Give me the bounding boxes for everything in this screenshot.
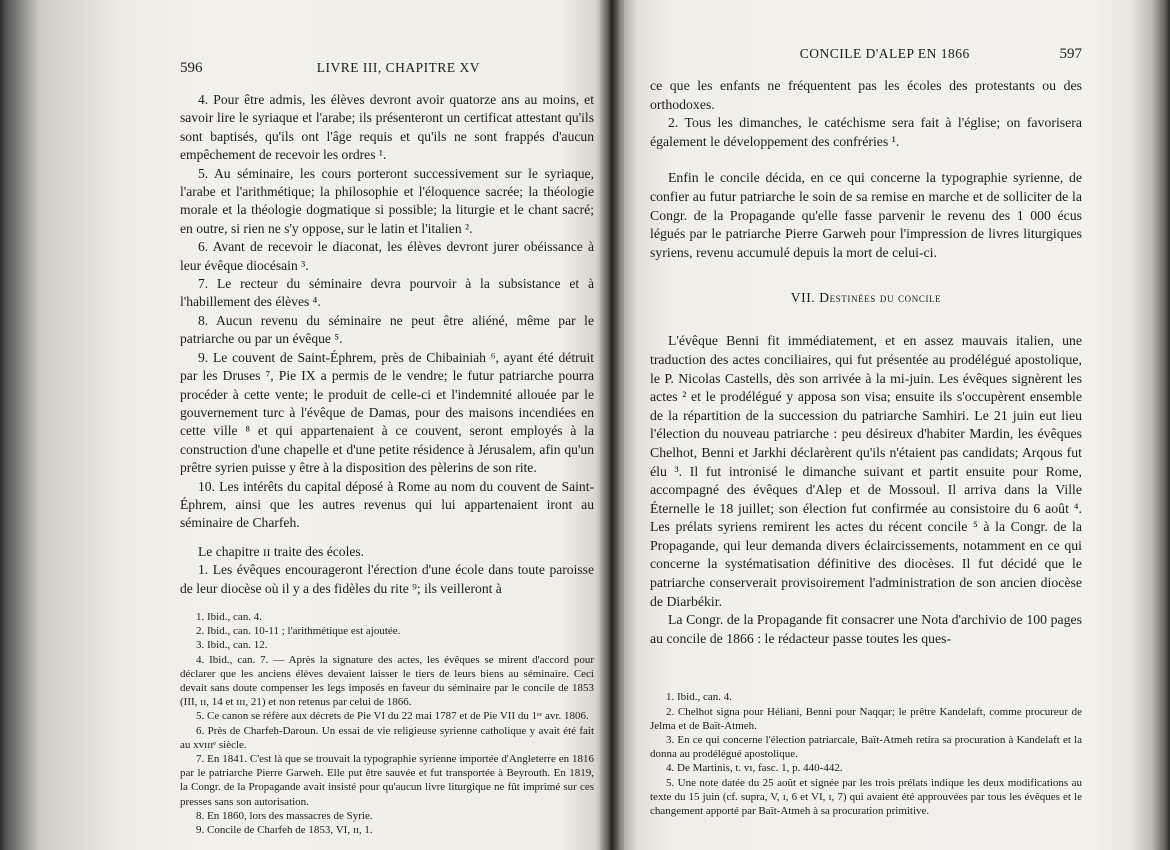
paragraph: La Congr. de la Propagande fit consacrer une Nota d'archivio de 100 pages au concile de 1866 : le rédacteur passe toutes les ques-: [650, 612, 1082, 646]
paragraph: 2. Tous les dimanches, le catéchisme sera fait à l'église; on favorisera également le développement des confréries ¹.: [650, 115, 1082, 149]
right-body-text: [650, 77, 1082, 648]
page-number: 596: [180, 60, 203, 76]
footnote: 6. Près de Charfeh-Daroun. Un essai de vie religieuse syrienne catholique y avait été fait au xᴠɪɪɪᵉ siècle.: [180, 724, 594, 751]
footnote: 7. En 1841. C'est là que se trouvait la typographie syrienne importée d'Angleterre en 1816 par le patriarche Pierre Garweh. Elle put être sauvée et fut transportée à Beyrouth. En 1819, la Congr. de la Propagande avait insisté pour qu'aucun livre liturgique ne fût imprimé sur ces presses sans son autorisation.: [180, 753, 594, 808]
running-title: CONCILE D'ALEP EN 1866: [799, 46, 970, 61]
left-body-text: [180, 91, 594, 598]
page-number: 597: [1059, 46, 1082, 62]
footnote: 5. Une note datée du 25 août et signée par les trois prélats indique les deux modifications au texte du 15 juin (cf. supra, V, ɪ, 6 et VI, ɪ, 7) qui avaient été approuvées par tous les évêques et le changement apporté par Baït-Atmeh à sa procuration primitive.: [650, 776, 1082, 818]
paragraph: Enfin le concile décida, en ce qui concerne la typographie syrienne, de confier au futur patriarche le soin de sa remise en marche et de solliciter de la Congr. de la Propagande qu'elle fasse parvenir le revenu des 1 000 écus légués par le patriarche Pierre Garweh pour l'impression de livres liturgiques syriens, revenu accumulé depuis la mort de celui-ci.: [650, 170, 1082, 260]
running-title: LIVRE III, CHAPITRE XV: [316, 60, 480, 75]
footnote: 3. En ce qui concerne l'élection patriarcale, Baït-Atmeh retira sa procuration à Kandelaft et la donna au prodélégué apostolique.: [650, 734, 1082, 761]
paragraph: L'évêque Benni fit immédiatement, et en assez mauvais italien, une traduction des actes conciliaires, qui fut présentée au prodélégué apostolique, le P. Nicolas Castells, dès son arrivée à la mi-juin. Les évêques signèrent les actes ² et le prodélégué y apposa son visa; ensuite ils s'occupèrent ensemble de la répartition de la succession du patriarche Samhiri. Le 21 juin eut lieu l'élection du nouveau patriarche : peu désireux d'habiter Mardin, les évêques Chelhot, Benni et Jarkhi déclarèrent qu'ils n'étaient pas candidats; Arqous fut élu ³. Il fut intronisé le dimanche suivant et partit ensuite pour Rome, accompagné des évêques d'Alep et de Mossoul. Il arriva dans la Ville Éternelle le 18 juillet; son élection fut confirmée au consistoire du 6 août ⁴. Les prélats syriens remirent les actes du récent concile ⁵ à la Congr. de la Propagande, qui leur demanda divers éclaircissements, notamment en ce qui concerne la systématisation définitive des diocèses. Il fut décidé que le patriarche conserverait provisoirement l'administration de son ancien diocèse de Diarbékir.: [650, 333, 1082, 609]
paragraph: 10. Les intérêts du capital déposé à Rome au nom du couvent de Saint-Éphrem, ainsi que les autres revenus qui lui appartenaient iront au séminaire de Charfeh.: [180, 478, 594, 531]
right-footnotes: [650, 690, 1082, 818]
left-running-head: [180, 60, 590, 77]
footnote: 2. Ibid., can. 10-11 ; l'arithmétique est ajoutée.: [196, 625, 401, 638]
footnote: 9. Concile de Charfeh de 1853, VI, ɪɪ, 1.: [196, 824, 373, 837]
right-running-head: [650, 46, 1082, 63]
right-page: [612, 0, 1170, 850]
paragraph: Le chapitre ɪɪ traite des écoles.: [198, 543, 365, 559]
left-footnotes: [180, 610, 594, 837]
book-gutter: [600, 0, 624, 850]
footnote: 1. Ibid., can. 4.: [196, 610, 262, 623]
footnote: 5. Ce canon se réfère aux décrets de Pie VI du 22 mai 1787 et de Pie VII du 1ᵉʳ avr. 1806.: [196, 710, 589, 723]
section-heading: VII. Destinées du concile: [790, 290, 942, 306]
paragraph: 7. Le recteur du séminaire devra pourvoir à la subsistance et à l'habillement des élèves ⁴.: [180, 276, 594, 310]
footnote: 3. Ibid., can. 12.: [196, 639, 268, 652]
footnote: 2. Chelhot signa pour Héliani, Benni pour Naqqar; le prêtre Kandelaft, comme procureur de Jelma et de Baït-Atmeh.: [650, 705, 1082, 732]
paragraph: 9. Le couvent de Saint-Éphrem, près de Chibainiah ⁶, ayant été détruit par les Druses ⁷, Pie IX a permis de le vendre; le futur patriarche pourra procéder à cette vente; le produit de celle-ci et l'indemnité allouée par le gouvernement turc à l'évêque de Damas, pour des maisons incendiées en cette ville ⁸ et qui appartenaient à ce couvent, seront employés à la construction d'une chapelle et d'une petite résidence à Jérusalem, afin qu'un prêtre syrien puisse y être à la disposition des pèlerins de son rite.: [180, 349, 594, 476]
footnote: 1. Ibid., can. 4.: [666, 691, 732, 704]
footnote: 4. De Martinis, t. ᴠɪ, fasc. 1, p. 440-442.: [666, 762, 843, 775]
paragraph: 1. Les évêques encourageront l'érection d'une école dans toute paroisse de leur diocèse où il y a des fidèles du rite ⁹; ils veilleront à: [180, 562, 594, 596]
paragraph: 8. Aucun revenu du séminaire ne peut être aliéné, même par le patriarche ou par un évêque ⁵.: [180, 312, 594, 347]
paragraph: 5. Au séminaire, les cours porteront successivement sur le syriaque, l'arabe et l'arithmétique; la philosophie et l'éloquence sacrée; la théologie morale et la théologie dogmatique si possible; la liturgie et le chant sacré; en outre, si rien ne s'y oppose, sur le latin et l'italien ².: [180, 165, 594, 236]
paragraph: 6. Avant de recevoir le diaconat, les élèves devront jurer obéissance à leur évêque diocésain ³.: [180, 239, 594, 273]
footnote: 4. Ibid., can. 7. — Après la signature des actes, les évêques se mirent d'accord pour déclarer que les anciens élèves devaient laisser le tiers de leurs biens au séminaire. Ceci devait sans doute compenser les legs imposés en faveur du séminaire par le concile de 1853 (III, ɪɪ, 14 et ɪɪɪ, 21) et non retenus par celui de 1866.: [180, 653, 594, 709]
paragraph: 4. Pour être admis, les élèves devront avoir quatorze ans au moins, et savoir lire le syriaque et l'arabe; ils présenteront un certificat attestant qu'ils sont baptisés, qu'ils ont l'âge requis et qu'ils ne sont frappés d'aucun empêchement de recevoir les ordres ¹.: [180, 92, 594, 163]
paragraph: ce que les enfants ne fréquentent pas les écoles des protestants ou des orthodoxes.: [650, 78, 1082, 112]
footnote: 8. En 1860, lors des massacres de Syrie.: [196, 809, 373, 822]
